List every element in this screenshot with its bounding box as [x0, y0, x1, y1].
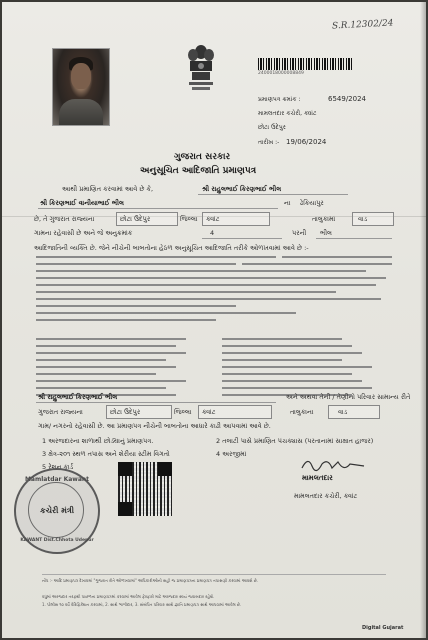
footer-divider	[42, 574, 386, 575]
issue-date: 19/06/2024	[286, 138, 327, 146]
intro-text: આથી પ્રમાણિત કરવામાં આવે છે કે,	[62, 185, 154, 193]
signatory-office: મામલતદાર કચેરી, ક્વાંટ	[294, 492, 358, 500]
heading-government: ગુજરાત સરકાર	[174, 152, 231, 162]
legal-references-list	[32, 254, 400, 332]
doc-item: 2 તલાટી પાસે પ્રમાણિત પંચક્યાસ (પરતાનામાં સાક્ષાત હાજર)	[216, 437, 374, 445]
barcode	[258, 58, 352, 70]
doc-item: 1 અરજદારના શાળાથી છોડ્યાનું પ્રમાણપત્ર.	[42, 437, 154, 445]
doc-item: 5 રેશન કાર્ડ	[42, 463, 74, 471]
signature-image	[298, 454, 368, 476]
official-seal: Mamlatdar Kawant કચેરી મંત્રી KAWANT Dist.Chhota Udepur	[14, 468, 100, 554]
tribe-label: પરની	[292, 229, 307, 237]
signatory-title: મામલતદાર	[302, 474, 333, 482]
resident-suffix: અને અથવા તેની / તેણીનો પરિવાર સામાન્ય રીતે	[286, 393, 411, 401]
state-emblem-icon	[184, 42, 218, 94]
issuer-district: છોટા ઉદેપુર	[258, 124, 286, 131]
community-label: ગામના રહેવાસી છે અને જે અનુક્રમાંક	[34, 229, 133, 237]
applicant-name: શ્રી કિરણભાઈ વાનીયાભાઈ ભીલ	[40, 199, 124, 207]
verification-line: ગામ/ નગરનો રહેવાસી છે. આ પ્રમાણપત્ર નીચેની બાબતોના આધારે કાઢી આપવામાં આવે છે.	[38, 422, 271, 430]
district-name: છોટા ઉદેપુર	[120, 215, 151, 223]
certificate-page	[2, 2, 426, 638]
barcode-number: 2400018000008849	[258, 71, 304, 76]
tribe-note: આદિજાતિની વ્યક્તિ છે. જેને નીચેની બાબતોના હેઠળ અનુસૂચિત આદિજાતિ તરીકે ઓળખવામાં આવે છે :-	[34, 244, 309, 252]
date-label: તારીખ :-	[258, 139, 280, 146]
village-name: ઢેકિયાપુર	[300, 199, 324, 207]
taluka-suffix: વાડ	[358, 215, 368, 223]
taluka-label: તાલુકામાં	[312, 215, 336, 223]
resident-district: છોટા ઉદેપુર	[110, 408, 141, 416]
resident-district-label: જિલ્લા	[174, 408, 192, 416]
resident-taluka: ક્વાંટ	[202, 408, 216, 416]
resident-taluka-label: તાલુકાના	[290, 408, 314, 416]
village-label: ના	[284, 199, 291, 207]
father-name: શ્રી રાહુલભાઈ કિરણભાઈ ભીલ	[202, 185, 282, 193]
serial-number: 4	[210, 229, 215, 237]
state-label: છે, તે ગુજરાત રાજ્યના	[34, 215, 95, 223]
resident-name: શ્રી રાહુલભાઈ કિરણભાઈ ભીલ	[38, 393, 118, 401]
footer-note: વધુમાં અરજદાર તરફથી પાછળના પ્રમાણપત્રમાં કરવામાં આવેલ ફેરફારો માટે અરજદાર સ્વયં જવાબદાર રહેશે.	[42, 594, 215, 599]
resident-taluka-suffix: વાડ	[338, 408, 348, 416]
applicant-photo	[52, 48, 110, 126]
footer-note: 1. પોલીસ ૧૦ વર્ષે વેરિફિકેશન કરવામાં, 2. સાથે ભાગીદાર, 3. સંબંધિત પરિવાર સાથે જ્ઞાતિ પ્રમાણપત્ર સાથે આપવામાં આવેલ છે.	[42, 602, 242, 607]
footer-note: નોંધ :- આદિ પ્રમાણપત્ર દેખાવમાં "ગુજરાત રીતે ઓળખવામાં" અધિકારીઓની સહી જ પ્રમાણપત્રના પ્રમાણપત્ર તપાસણી કરવામાં આવશે છે.	[42, 578, 259, 583]
tribe-name: ભીલ	[320, 229, 332, 237]
footer-brand: Digital Gujarat	[362, 625, 404, 631]
resident-state: ગુજરાત રાજ્યના	[38, 408, 83, 416]
doc-item: 3 ક્ષેત્ર-૨૦૧ સ્થળ તપાસ અને શેરીયા સ્ટીમ વિગતો	[42, 450, 170, 458]
verification-qr-code	[118, 462, 172, 516]
certificate-number-label: પ્રમાણપત્ર ક્રમાંક :	[258, 96, 301, 103]
district-label: જિલ્લા	[180, 215, 198, 223]
certificate-number: 6549/2024	[328, 95, 366, 103]
taluka-name: ક્વાંટ	[206, 215, 220, 223]
heading-certificate-type: અનુસૂચિત આદિજાતિ પ્રમાણપત્ર	[140, 166, 257, 176]
page-shadow	[420, 2, 426, 638]
doc-item: 4 અરજીમાં	[216, 450, 247, 458]
issuer-office: મામલતદાર કચેરી, ક્વાંટ	[258, 110, 317, 117]
handwritten-reference: S.R.12302/24	[331, 18, 394, 32]
